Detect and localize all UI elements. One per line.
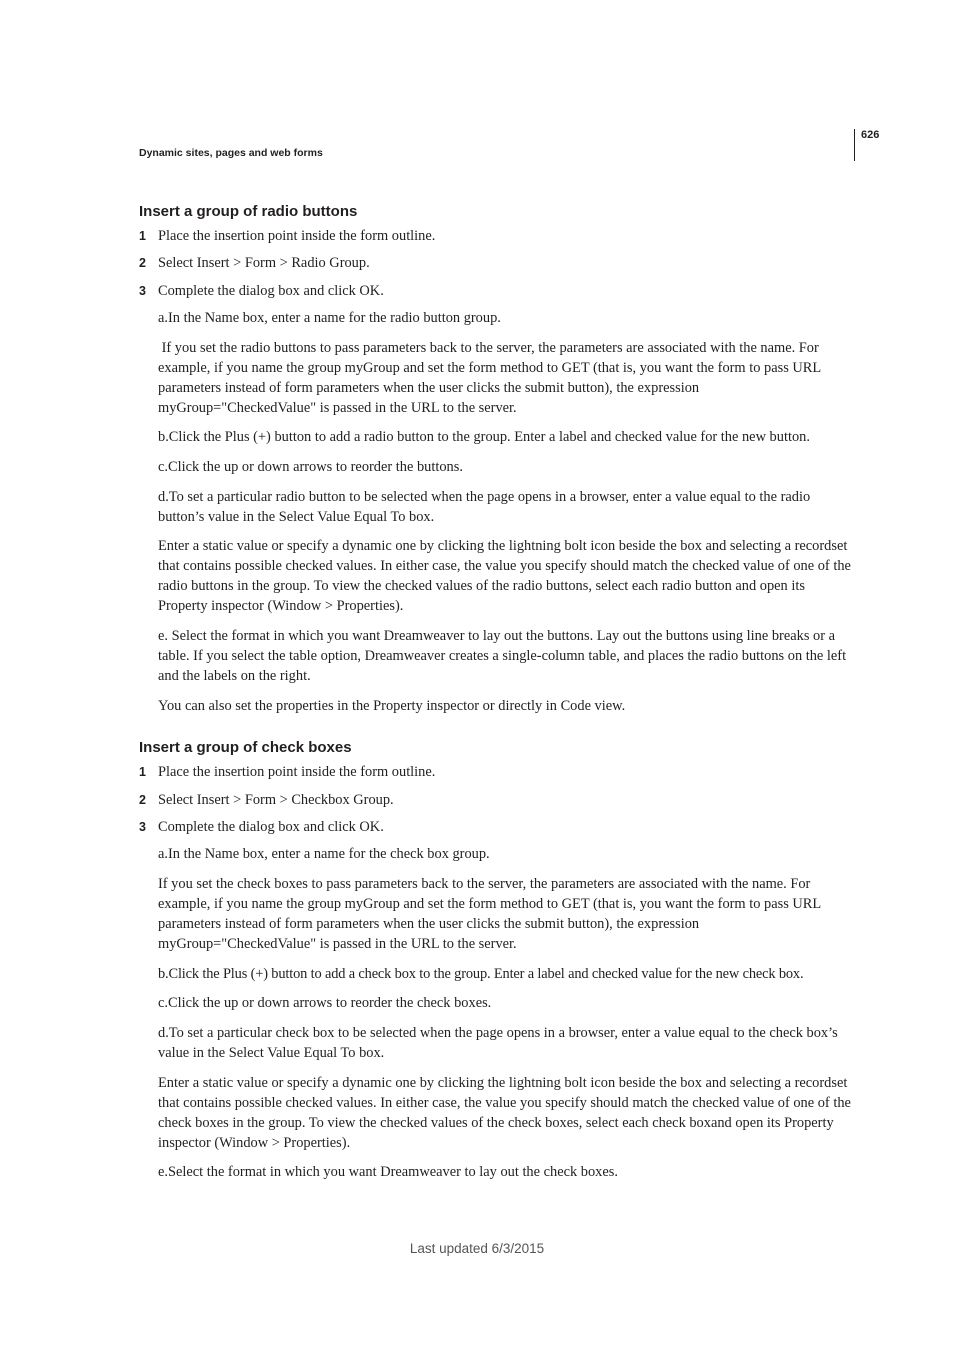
body-paragraph: c.Click the up or down arrows to reorder the buttons.	[158, 459, 463, 475]
body-paragraph: Enter a static value or specify a dynamic one by clicking the lightning bolt icon beside the box and selecting a recordset that contains possible checked values. In either case, the value you specify should match the checked value of one of the radio buttons in the group. To view the checked values of the radio buttons, select each radio button and open its Property inspector (Window > Properties).	[158, 538, 851, 614]
body-paragraph: e. Select the format in which you want Dreamweaver to lay out the buttons. Lay out the buttons using line breaks or a table. If you select the table option, Dreamweaver creates a single-column table, and places the radio buttons on the left and the labels on the right.	[158, 628, 847, 684]
step-number: 2	[139, 256, 146, 270]
body-paragraph: Enter a static value or specify a dynamic one by clicking the lightning bolt icon beside the box and selecting a recordset that contains possible checked values. In either case, the value you specify should match the checked value of one of the check boxes in the group. To view the checked values of the check boxes, select each check boxand open its Property inspector (Window > Properties).	[158, 1075, 851, 1151]
body-paragraph: d.To set a particular radio button to be selected when the page opens in a browser, enter a value equal to the radio button’s value in the Select Value Equal To box.	[158, 489, 811, 525]
body-paragraph: If you set the radio buttons to pass parameters back to the server, the parameters are associated with the name. For example, if you name the group myGroup and set the form method to GET (that is, you want the form to pass URL parameters instead of form parameters when the user clicks the submit button), the expression myGroup="CheckedValue" is passed in the URL to the server.	[158, 340, 825, 416]
body-paragraph: b.Click the Plus (+) button to add a check box to the group. Enter a label and checked value for the new check box.	[158, 966, 804, 982]
footer-last-updated: Last updated 6/3/2015	[409, 1241, 545, 1256]
body-paragraph: a.In the Name box, enter a name for the check box group.	[158, 846, 490, 862]
body-paragraph: e.Select the format in which you want Dreamweaver to lay out the check boxes.	[158, 1164, 618, 1180]
step-number: 1	[139, 765, 146, 779]
step-text: Place the insertion point inside the form outline.	[158, 764, 436, 780]
step-text: Place the insertion point inside the form outline.	[158, 228, 436, 244]
step-number: 3	[139, 284, 146, 298]
body-paragraph: a.In the Name box, enter a name for the radio button group.	[158, 310, 501, 326]
section-heading-radio: Insert a group of radio buttons	[139, 203, 358, 220]
step-text: Select Insert > Form > Radio Group.	[158, 255, 370, 271]
running-header: Dynamic sites, pages and web forms	[139, 147, 323, 159]
step-text: Select Insert > Form > Checkbox Group.	[158, 792, 394, 808]
step-text: Complete the dialog box and click OK.	[158, 283, 384, 299]
step-number: 1	[139, 229, 146, 243]
step-number: 3	[139, 820, 146, 834]
header-rule	[854, 129, 855, 161]
body-paragraph: b.Click the Plus (+) button to add a radio button to the group. Enter a label and checked value for the new button.	[158, 429, 810, 445]
body-paragraph: c.Click the up or down arrows to reorder the check boxes.	[158, 995, 492, 1011]
body-paragraph: If you set the check boxes to pass parameters back to the server, the parameters are associated with the name. For example, if you name the group myGroup and set the form method to GET (that is, you want the form to pass URL parameters instead of form parameters when the user clicks the submit button), the expression myGroup="CheckedValue" is passed in the URL to the server.	[158, 876, 821, 952]
body-paragraph: d.To set a particular check box to be selected when the page opens in a browser, enter a value equal to the check box’s value in the Select Value Equal To box.	[158, 1025, 838, 1061]
step-text: Complete the dialog box and click OK.	[158, 819, 384, 835]
step-number: 2	[139, 793, 146, 807]
body-paragraph: You can also set the properties in the Property inspector or directly in Code view.	[158, 698, 626, 714]
section-heading-checkbox: Insert a group of check boxes	[139, 739, 352, 756]
page-number: 626	[861, 129, 880, 141]
